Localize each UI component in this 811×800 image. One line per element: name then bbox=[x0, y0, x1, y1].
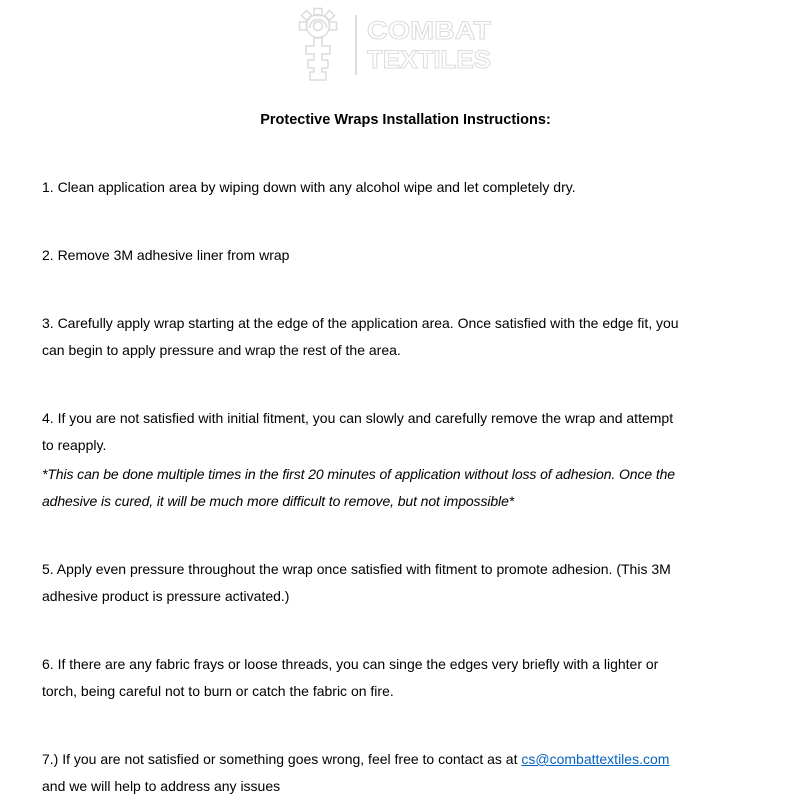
page-title: Protective Wraps Installation Instructions: bbox=[260, 112, 551, 128]
step-4 bbox=[42, 405, 769, 459]
step-4-line-2: to reapply. bbox=[42, 437, 107, 453]
step-1-line-1: 1. Clean application area by wiping down with any alcohol wipe and let completely dry. bbox=[42, 179, 576, 195]
brand-wordmark-line1: COMBAT bbox=[366, 17, 491, 45]
step-3 bbox=[42, 310, 769, 364]
adhesion-note bbox=[42, 461, 769, 515]
step-6-line-1: 6. If there are any fabric frays or loose threads, you can singe the edges very briefly with a lighter or bbox=[42, 656, 659, 672]
logo-divider-line bbox=[355, 15, 357, 75]
contact-email-link[interactable]: cs@combattextiles.com bbox=[521, 751, 670, 767]
step-5-line-2: adhesive product is pressure activated.) bbox=[42, 588, 290, 604]
adhesion-note-line-1: *This can be done multiple times in the first 20 minutes of application without loss of adhesion. Once the bbox=[42, 466, 675, 482]
step-7-text-before-link: 7.) If you are not satisfied or something goes wrong, feel free to contact as at bbox=[42, 751, 522, 767]
step-5 bbox=[42, 556, 769, 610]
step-5-line-1: 5. Apply even pressure throughout the wrap once satisfied with fitment to promote adhesion. (This 3M bbox=[42, 561, 671, 577]
adhesion-note-line-2: adhesive is cured, it will be much more difficult to remove, but not impossible* bbox=[42, 493, 515, 509]
step-4-line-1: 4. If you are not satisfied with initial fitment, you can slowly and carefully remove the wrap and attempt bbox=[42, 410, 674, 426]
step-6 bbox=[42, 651, 769, 705]
step-1 bbox=[42, 174, 769, 201]
step-7 bbox=[42, 746, 769, 800]
step-3-line-1: 3. Carefully apply wrap starting at the edge of the application area. Once satisfied with the edge fit, you bbox=[42, 315, 679, 331]
brand-wordmark bbox=[366, 16, 494, 74]
combat-textiles-emblem-icon bbox=[290, 7, 346, 83]
step-3-line-2: can begin to apply pressure and wrap the rest of the area. bbox=[42, 342, 401, 358]
brand-logo bbox=[0, 0, 797, 84]
step-2-line-1: 2. Remove 3M adhesive liner from wrap bbox=[42, 247, 290, 263]
step-6-line-2: torch, being careful not to burn or catch the fabric on fire. bbox=[42, 683, 394, 699]
step-2 bbox=[42, 242, 769, 269]
brand-wordmark-line2: TEXTILES bbox=[366, 46, 491, 74]
step-7-line-2: and we will help to address any issues bbox=[42, 778, 281, 794]
step-7-line-1 bbox=[42, 746, 769, 773]
instructions-body bbox=[0, 130, 811, 800]
